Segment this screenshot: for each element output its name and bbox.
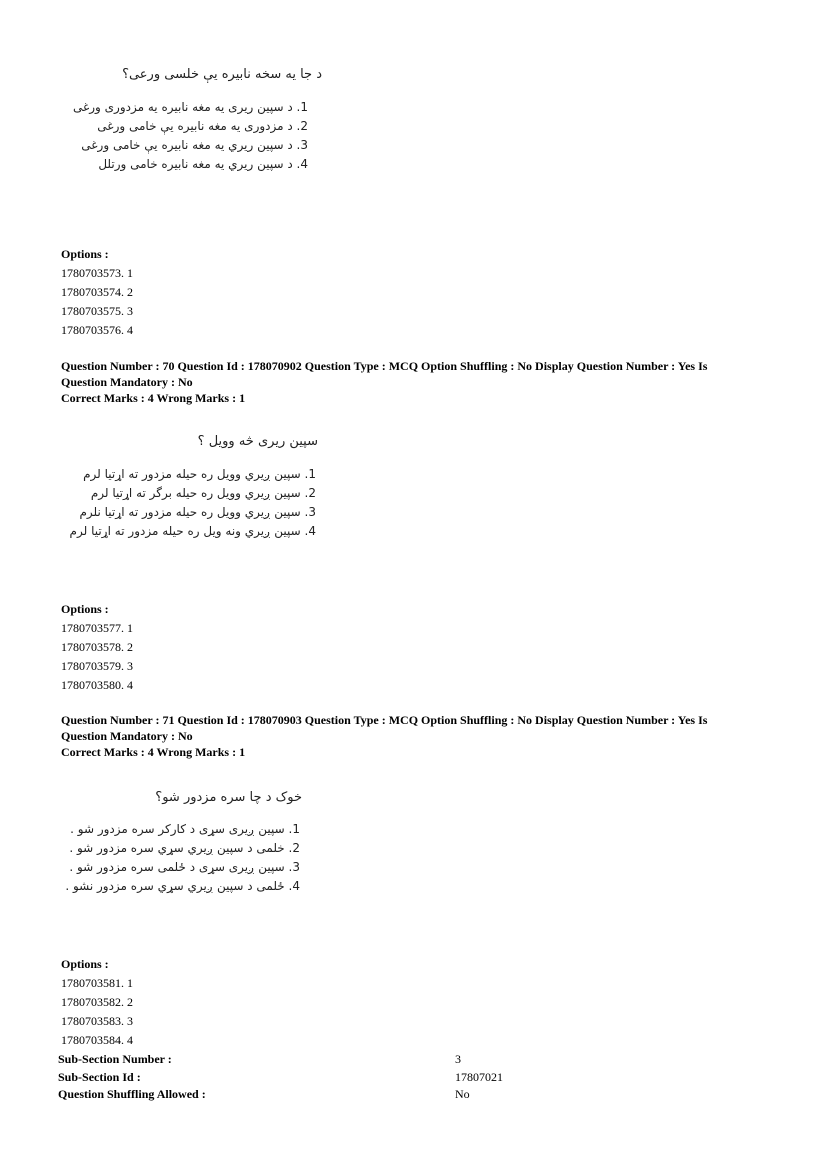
q70-meta-line3: Correct Marks : 4 Wrong Marks : 1 [61, 391, 246, 405]
subsection-id-label: Sub-Section Id : [58, 1070, 141, 1084]
q71-choice-4: 4. ځلمی د سپين ږيري سړي سره مزدور نشو . [65, 879, 300, 893]
q69-choice-1: 1. د سپین ریری یه مغه نابیره یه مزدوری ورغی [72, 100, 308, 114]
q69-choice-2: 2. د مزدوری یه مغه نابیره یې خامی ورغی [97, 119, 308, 133]
subsection-id-value: 17807021 [455, 1070, 503, 1084]
q70-choice-4: 4. سپين ږيري ونه ويل ره حيله مزدور ته اړتيا لرم [69, 524, 316, 538]
q69-option-2: 1780703574. 2 [61, 285, 133, 299]
q71-question-text: خوک د چا سره مزدور شو؟ [155, 790, 302, 805]
q70-question-text: سپین ریری څه وویل ؟ [197, 434, 318, 449]
q71-option-4: 1780703584. 4 [61, 1033, 133, 1047]
q71-meta-line3: Correct Marks : 4 Wrong Marks : 1 [61, 745, 246, 759]
q71-options-label: Options : [61, 957, 109, 971]
q69-choice-4: 4. د سپین ریري یه مغه نابیره خامی ورتلل [98, 157, 308, 171]
q70-choice-1: 1. سپين ږيري وويل ره حيله مزدور ته اړتيا لرم [83, 467, 316, 481]
q69-question-text: د جا یه سخه نابیره یې خلسی ورعی؟ [122, 67, 322, 82]
q70-meta-line2: Question Mandatory : No [61, 375, 193, 389]
q71-option-3: 1780703583. 3 [61, 1014, 133, 1028]
subsection-number-value: 3 [455, 1052, 461, 1066]
q71-choice-3: 3. سپين ږيری سړی د ځلمی سره مزدور شو . [69, 860, 300, 874]
shuffling-allowed-label: Question Shuffling Allowed : [58, 1087, 206, 1101]
q71-option-2: 1780703582. 2 [61, 995, 133, 1009]
q71-choice-2: 2. خلمی د سپين ږيري سړي سره مزدور شو . [69, 841, 300, 855]
q70-option-2: 1780703578. 2 [61, 640, 133, 654]
q69-options-label: Options : [61, 247, 109, 261]
q70-option-1: 1780703577. 1 [61, 621, 133, 635]
q71-meta-line1: Question Number : 71 Question Id : 178070903 Question Type : MCQ Option Shuffling : No Display Question Number : Yes Is [61, 713, 708, 727]
q70-meta-line1: Question Number : 70 Question Id : 178070902 Question Type : MCQ Option Shuffling : No Display Question Number : Yes Is [61, 359, 708, 373]
q71-option-1: 1780703581. 1 [61, 976, 133, 990]
q69-option-4: 1780703576. 4 [61, 323, 133, 337]
q69-choice-3: 3. د سپین ریري یه مغه نابیره یې خامی ورغی [81, 138, 308, 152]
subsection-number-label: Sub-Section Number : [58, 1052, 172, 1066]
q70-choice-2: 2. سپين ږيري وويل ره حيله برگر ته اړتيا لرم [90, 486, 316, 500]
q70-option-4: 1780703580. 4 [61, 678, 133, 692]
q70-meta [61, 358, 761, 406]
q70-options-label: Options : [61, 602, 109, 616]
q70-choice-3: 3. سپين ږيري وويل ره حيله مزدور ته اړتيا نلرم [79, 505, 316, 519]
q71-meta-line2: Question Mandatory : No [61, 729, 193, 743]
q69-option-3: 1780703575. 3 [61, 304, 133, 318]
shuffling-allowed-value: No [455, 1087, 470, 1101]
q71-choice-1: 1. سپين ږيری سړی د کارکر سره مزدور شو . [70, 822, 300, 836]
q71-meta [61, 712, 761, 760]
q69-option-1: 1780703573. 1 [61, 266, 133, 280]
q70-option-3: 1780703579. 3 [61, 659, 133, 673]
